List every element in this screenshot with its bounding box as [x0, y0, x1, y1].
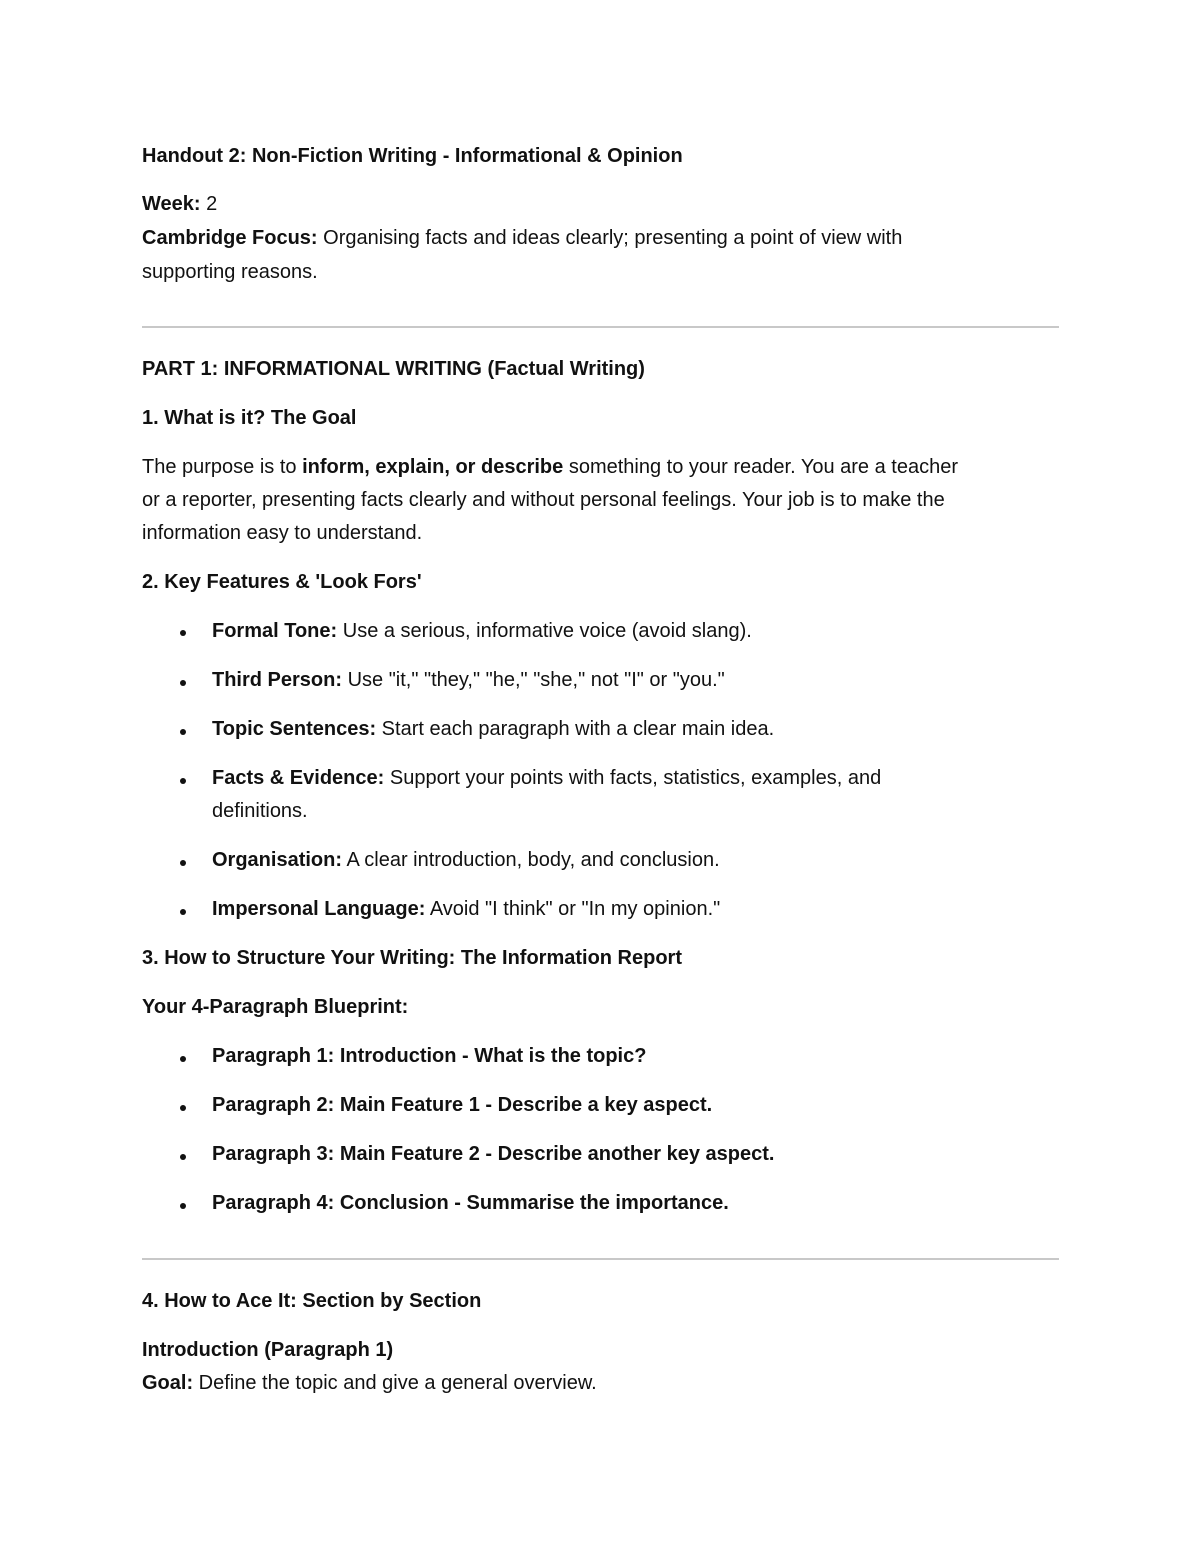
text-fragment: The purpose is to: [142, 456, 303, 478]
feature-label: Topic Sentences:: [212, 718, 377, 740]
bullet-icon: [180, 729, 186, 735]
list-item: [212, 762, 881, 795]
bullet-icon: [180, 1154, 186, 1160]
list-item: Paragraph 4: Conclusion - Summarise the importance.: [212, 1192, 729, 1214]
emphasis-text: inform, explain, or describe: [302, 456, 564, 478]
intro-heading: Introduction (Paragraph 1): [142, 1339, 394, 1361]
week-label: Week:: [142, 193, 201, 215]
section1-text-line3: information easy to understand.: [142, 522, 423, 544]
feature-text: Use "it," "they," "he," "she," not "I" or "you.": [342, 669, 725, 691]
section1-text-line2: or a reporter, presenting facts clearly and without personal feelings. Your job is to make the: [142, 489, 945, 511]
feature-label: Formal Tone:: [212, 620, 338, 642]
list-item-cont: definitions.: [212, 800, 308, 822]
blueprint-heading: Your 4-Paragraph Blueprint:: [142, 996, 409, 1018]
bullet-icon: [180, 680, 186, 686]
focus-value: Organising facts and ideas clearly; presenting a point of view with: [323, 227, 903, 249]
feature-label: Impersonal Language:: [212, 898, 426, 920]
list-item: [212, 664, 725, 697]
bullet-icon: [180, 630, 186, 636]
divider: [142, 326, 1059, 328]
goal-label: Goal:: [142, 1372, 194, 1394]
list-item: [212, 893, 720, 926]
bullet-icon: [180, 860, 186, 866]
section1-text-line1: [142, 451, 958, 484]
section2-heading: 2. Key Features & 'Look Fors': [142, 571, 422, 593]
week-value: 2: [206, 193, 218, 215]
list-item: Paragraph 2: Main Feature 1 - Describe a key aspect.: [212, 1094, 713, 1116]
list-item: [212, 615, 752, 648]
feature-label: Facts & Evidence:: [212, 767, 385, 789]
divider: [142, 1258, 1059, 1260]
bullet-icon: [180, 778, 186, 784]
feature-label: Organisation:: [212, 849, 343, 871]
list-item: [212, 844, 720, 877]
goal-line: [142, 1367, 597, 1400]
bullet-icon: [180, 1105, 186, 1111]
goal-text: Define the topic and give a general overview.: [193, 1372, 597, 1394]
feature-text: Use a serious, informative voice (avoid slang).: [337, 620, 752, 642]
feature-text: Avoid "I think" or "In my opinion.": [425, 898, 721, 920]
feature-label: Third Person:: [212, 669, 343, 691]
bullet-icon: [180, 1056, 186, 1062]
section3-heading: 3. How to Structure Your Writing: The Information Report: [142, 947, 682, 969]
week-line: [142, 188, 217, 221]
bullet-icon: [180, 1203, 186, 1209]
part1-heading: PART 1: INFORMATIONAL WRITING (Factual Writing): [142, 358, 645, 380]
list-item: Paragraph 1: Introduction - What is the topic?: [212, 1045, 647, 1067]
feature-text: Support your points with facts, statistics, examples, and: [384, 767, 882, 789]
section1-heading: 1. What is it? The Goal: [142, 407, 357, 429]
list-item: Paragraph 3: Main Feature 2 - Describe another key aspect.: [212, 1143, 775, 1165]
feature-text: Start each paragraph with a clear main idea.: [376, 718, 775, 740]
feature-text: A clear introduction, body, and conclusion.: [342, 849, 720, 871]
document-title: Handout 2: Non-Fiction Writing - Informational & Opinion: [142, 145, 683, 167]
text-fragment: something to your reader. You are a teacher: [563, 456, 958, 478]
bullet-icon: [180, 909, 186, 915]
section4-heading: 4. How to Ace It: Section by Section: [142, 1290, 482, 1312]
list-item: [212, 713, 774, 746]
focus-label: Cambridge Focus:: [142, 227, 318, 249]
focus-line: [142, 222, 902, 255]
focus-value-cont: supporting reasons.: [142, 261, 318, 283]
